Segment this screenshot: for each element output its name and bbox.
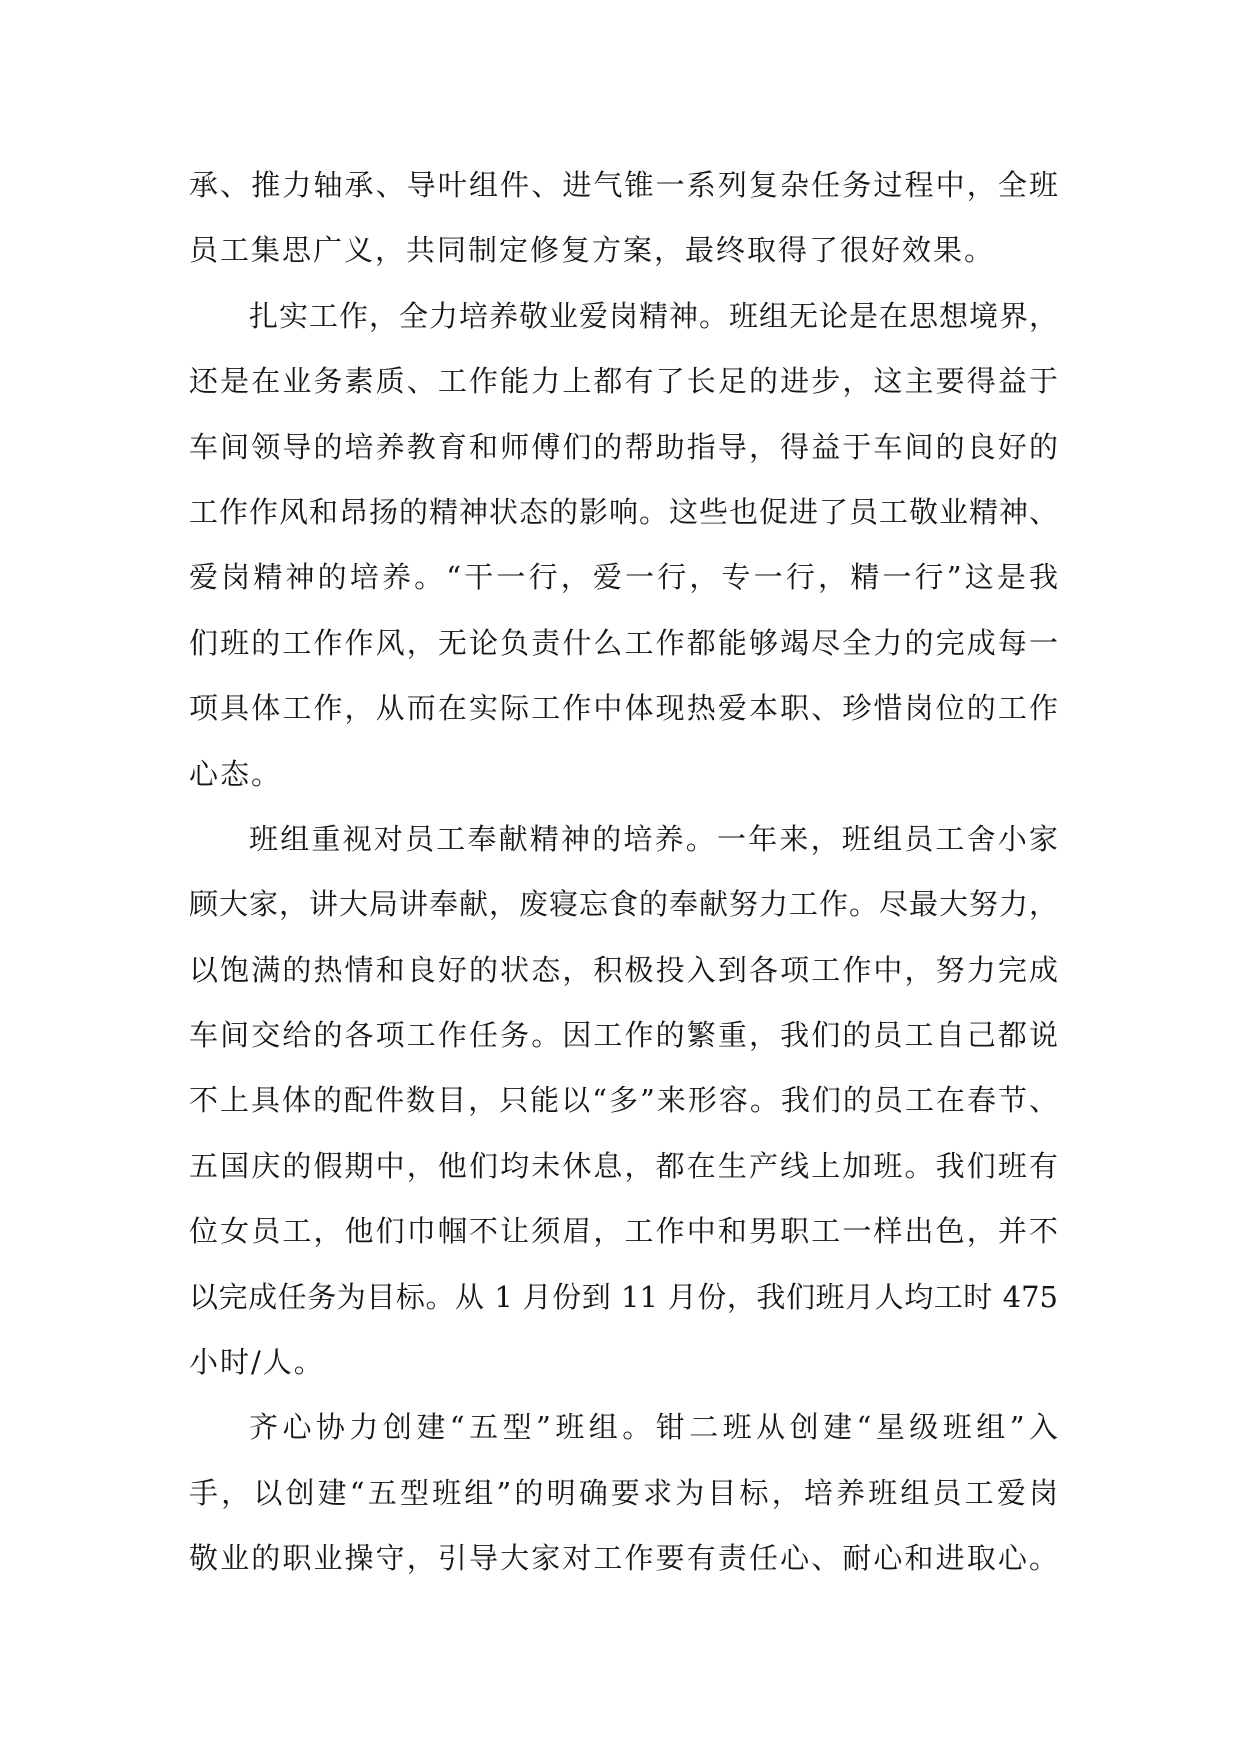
text-line: 承、推力轴承、导叶组件、进气锥一系列复杂任务过程中，全班 xyxy=(189,168,1058,202)
text-line: 心态。 xyxy=(189,756,283,791)
text-line: 小时/人。 xyxy=(189,1345,325,1380)
text-line: 员工集思广义，共同制定修复方案，最终取得了很好效果。 xyxy=(189,233,996,268)
text-line: 车间领导的培养教育和师傅们的帮助指导，得益于车间的良好的 xyxy=(189,429,1058,464)
text-line: 不上具体的配件数目，只能以“多”来形容。我们的员工在春节、 xyxy=(189,1083,1058,1118)
text-line: 五国庆的假期中，他们均未休息，都在生产线上加班。我们班有 xyxy=(189,1148,1058,1183)
text-line: 敬业的职业操守，引导大家对工作要有责任心、耐心和进取心。 xyxy=(189,1541,1058,1576)
text-line: 还是在业务素质、工作能力上都有了长足的进步，这主要得益于 xyxy=(189,364,1058,399)
paragraph-start-line: 班组重视对员工奉献精神的培养。一年来，班组员工舍小家 xyxy=(249,821,1058,856)
text-line: 顾大家，讲大局讲奉献，废寝忘食的奉献努力工作。尽最大努力， xyxy=(189,887,1058,922)
body-text xyxy=(189,153,1058,1592)
text-line: 手，以创建“五型班组”的明确要求为目标，培养班组员工爱岗 xyxy=(189,1475,1058,1510)
text-line: 以饱满的热情和良好的状态，积极投入到各项工作中，努力完成 xyxy=(189,952,1058,987)
text-line: 以完成任务为目标。从 1 月份到 11 月份，我们班月人均工时 475 xyxy=(189,1279,1058,1314)
paragraph-start-line: 齐心协力创建“五型”班组。钳二班从创建“星级班组”入 xyxy=(249,1410,1058,1445)
text-line: 们班的工作作风，无论负责什么工作都能够竭尽全力的完成每一 xyxy=(189,625,1058,660)
text-line: 车间交给的各项工作任务。因工作的繁重，我们的员工自己都说 xyxy=(189,1018,1058,1053)
text-line: 位女员工，他们巾帼不让须眉，工作中和男职工一样出色，并不 xyxy=(189,1214,1058,1249)
paragraph-start-line: 扎实工作，全力培养敬业爱岗精神。班组无论是在思想境界， xyxy=(249,298,1058,333)
text-line: 爱岗精神的培养。“干一行，爱一行，专一行，精一行”这是我 xyxy=(189,560,1058,595)
text-line: 工作作风和昂扬的精神状态的影响。这些也促进了员工敬业精神、 xyxy=(189,494,1058,529)
text-line: 项具体工作，从而在实际工作中体现热爱本职、珍惜岗位的工作 xyxy=(189,691,1058,726)
